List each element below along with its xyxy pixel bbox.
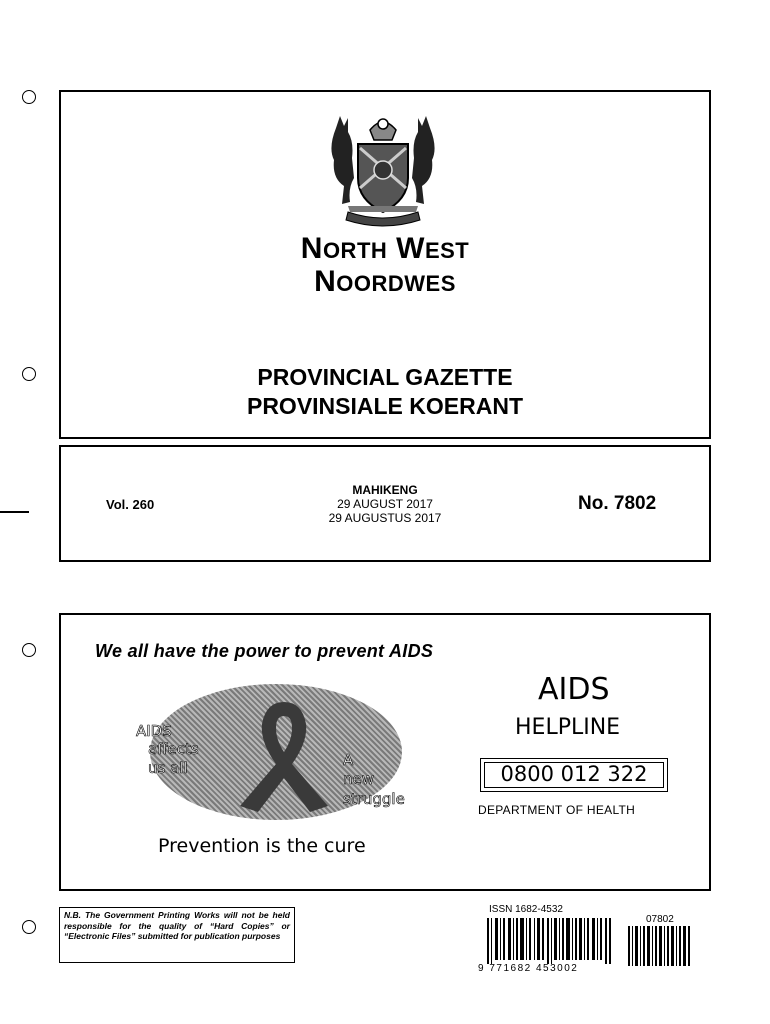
volume-number: Vol. 260	[106, 497, 155, 512]
province-name-afrikaans: NOORDWES	[314, 265, 456, 298]
barcode-digits: 9 771682 453002	[478, 963, 579, 974]
advert-headline: We all have the power to prevent AIDS	[95, 641, 434, 661]
punch-hole	[22, 920, 36, 934]
coat-of-arms-icon	[318, 108, 448, 230]
disclaimer-box: N.B. The Government Printing Works will not be held responsible for the quality of “Hard Copies” or “Electronic Files” submitted for publication purposes	[59, 907, 295, 963]
helpline-phone-number: 0800 012 322	[480, 758, 668, 792]
advert-right-text: struggle	[343, 790, 405, 808]
advert-right-text: A	[343, 751, 354, 769]
punch-hole	[22, 643, 36, 657]
advert-left-text: AIDS	[136, 722, 172, 740]
gazette-title-english: PROVINCIAL GAZETTE	[257, 364, 513, 390]
gazette-title-afrikaans: PROVINSIALE KOERANT	[246, 393, 524, 419]
advert-left-text: affects	[148, 740, 199, 758]
issue-barcode-icon	[628, 926, 692, 966]
department-name: DEPARTMENT OF HEALTH	[478, 803, 636, 817]
issue-date-english: 29 AUGUST 2017	[337, 497, 433, 511]
punch-hole	[22, 90, 36, 104]
advert-slogan: Prevention is the cure	[158, 835, 366, 857]
advert-left-text: us all	[148, 759, 188, 777]
publication-city: MAHIKENG	[352, 483, 418, 497]
aids-title: AIDS	[538, 672, 610, 707]
issue-number: No. 7802	[578, 493, 657, 514]
issue-code: 07802	[646, 914, 674, 925]
isbn-barcode-icon	[487, 918, 613, 964]
advert-right-text: new	[343, 770, 375, 788]
red-ribbon-icon	[232, 694, 336, 814]
province-name-english: NORTH WEST	[300, 232, 470, 265]
helpline-title: HELPLINE	[515, 715, 621, 740]
issn-label: ISSN 1682-4532	[489, 904, 563, 915]
issue-date-afrikaans: 29 AUGUSTUS 2017	[328, 511, 442, 525]
